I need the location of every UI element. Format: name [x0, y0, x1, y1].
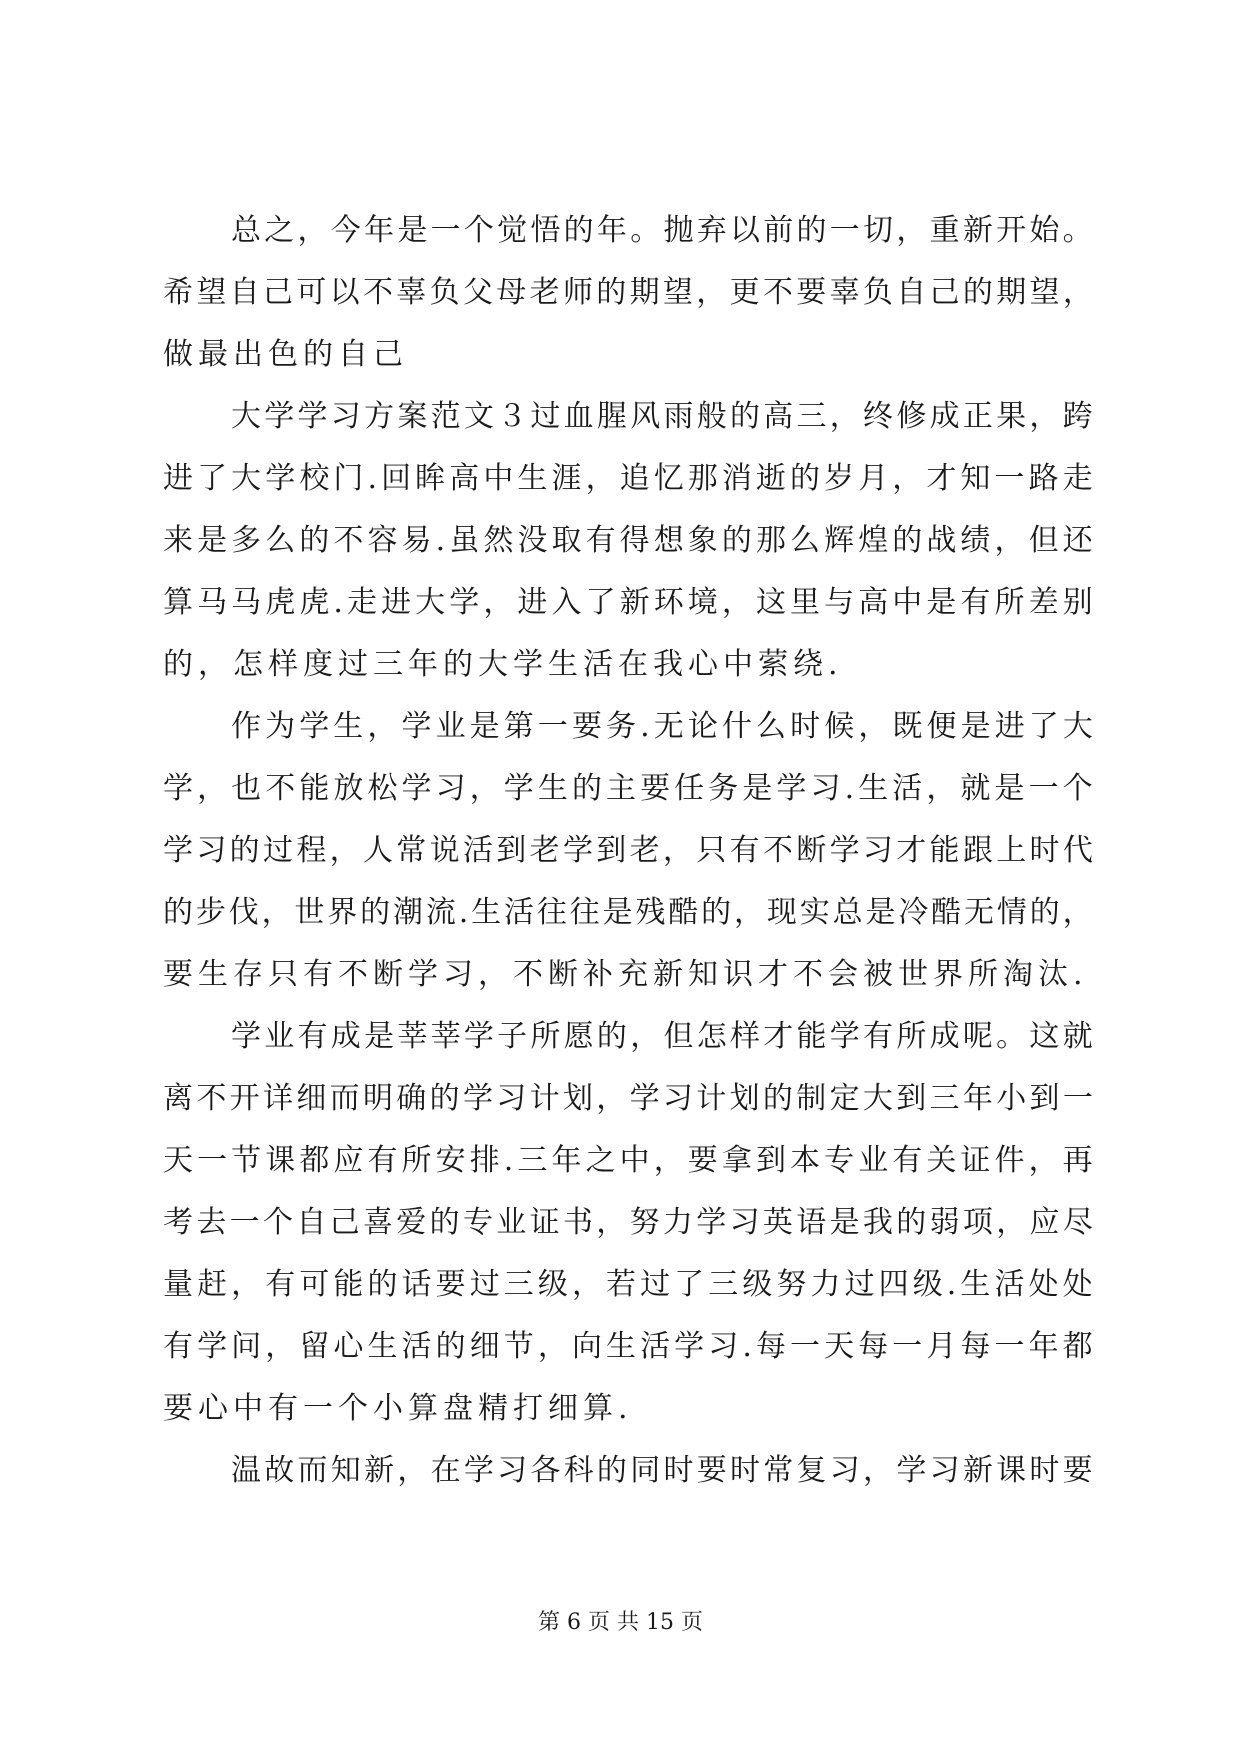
- text-line: 量 赶 ， 有 可 能 的 话 要 过 三 级 ， 若 过 了 三 级 努 力 过 四 级 . 生 活 处 处: [163, 1267, 1093, 1302]
- text-line: 要生存只有不断学习，不断补充新知识才不会被世界所淘汰.: [163, 957, 1088, 992]
- text-line: 来 是 多 么 的 不 容 易 . 虽 然 没 取 有 得 想 象 的 那 么 辉 煌 的 战 绩 ， 但 还: [163, 523, 1093, 558]
- text-line: 要心中有一个小算盘精打细算.: [163, 1391, 633, 1426]
- text-line: 进 了 大 学 校 门 . 回 眸 高 中 生 涯 ， 追 忆 那 消 逝 的 岁 月 ， 才 知 一 路 走: [163, 461, 1093, 496]
- text-line: 大 学 学 习 方 案 范 文 ３ 过 血 腥 风 雨 般 的 高 三 ， 终 修 成 正 果 ， 跨: [231, 399, 1093, 434]
- text-line: 学 业 有 成 是 莘 莘 学 子 所 愿 的 ， 但 怎 样 才 能 学 有 所 成 呢 。 这 就: [231, 1019, 1093, 1054]
- text-line: 天 一 节 课 都 应 有 所 安 排 . 三 年 之 中 ， 要 拿 到 本 专 业 有 关 证 件 ， 再: [163, 1143, 1093, 1178]
- text-line: 的，怎样度过三年的大学生活在我心中萦绕.: [163, 647, 843, 682]
- page-footer: 第 6 页 共 15 页: [538, 1610, 703, 1635]
- text-line: 有 学 问 ， 留 心 生 活 的 细 节 ， 向 生 活 学 习 . 每 一 天 每 一 月 每 一 年 都: [163, 1329, 1093, 1364]
- text-line: 作 为 学 生 ， 学 业 是 第 一 要 务 . 无 论 什 么 时 候 ， 既 便 是 进 了 大: [231, 709, 1093, 744]
- text-line: 的 步 伐 ， 世 界 的 潮 流 . 生 活 往 往 是 残 酷 的 ， 现 实 总 是 冷 酷 无 情 的 ，: [163, 895, 1093, 930]
- text-line: 学 习 的 过 程 ， 人 常 说 活 到 老 学 到 老 ， 只 有 不 断 学 习 才 能 跟 上 时 代: [163, 833, 1093, 868]
- text-line: 做最出色的自己: [163, 337, 408, 372]
- text-line: 学 ， 也 不 能 放 松 学 习 ， 学 生 的 主 要 任 务 是 学 习 . 生 活 ， 就 是 一 个: [163, 771, 1093, 806]
- text-line: 算 马 马 虎 虎 . 走 进 大 学 ， 进 入 了 新 环 境 ， 这 里 与 高 中 是 有 所 差 别: [163, 585, 1093, 620]
- text-line: 温 故 而 知 新 ， 在 学 习 各 科 的 同 时 要 时 常 复 习 ， 学 习 新 课 时 要: [231, 1453, 1093, 1488]
- text-line: 离 不 开 详 细 而 明 确 的 学 习 计 划 ， 学 习 计 划 的 制 定 大 到 三 年 小 到 一: [163, 1081, 1093, 1116]
- text-line: 总 之 ， 今 年 是 一 个 觉 悟 的 年 。 抛 弃 以 前 的 一 切 ， 重 新 开 始 。: [231, 213, 1093, 248]
- text-line: 希 望 自 己 可 以 不 辜 负 父 母 老 师 的 期 望 ， 更 不 要 辜 负 自 己 的 期 望 ，: [163, 275, 1093, 310]
- body-text: [163, 200, 1093, 1502]
- text-line: 考 去 一 个 自 己 喜 爱 的 专 业 证 书 ， 努 力 学 习 英 语 是 我 的 弱 项 ， 应 尽: [163, 1205, 1093, 1240]
